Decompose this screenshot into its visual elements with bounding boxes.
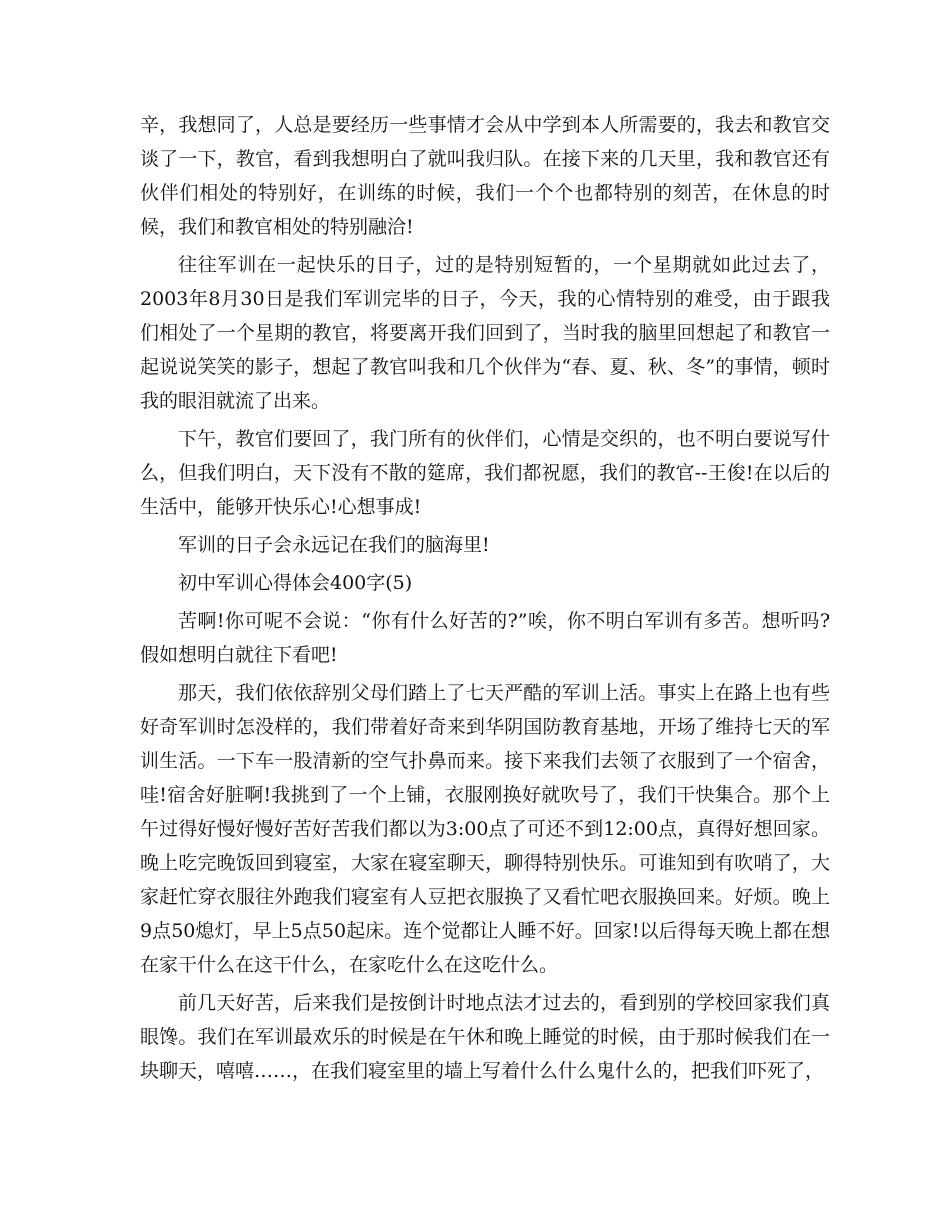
paragraph-7: 前几天好苦，后来我们是按倒计时地点法才过去的，看到别的学校回家我们真眼馋。我们在军训最欢乐的时候是在午休和晚上睡觉的时候，由于那时候我们在一块聊天，嘻嘻……，在我们寝室里的墙上写着什么什么鬼什么的，把我们吓死了， (140, 992, 830, 1082)
section-heading: 初中军训心得体会400字(5) (178, 572, 413, 594)
paragraph-5: 苦啊!你可呢不会说：“你有什么好苦的?”唉，你不明白军训有多苦。想听吗?假如想明白就往下看吧! (140, 610, 830, 666)
paragraph-3: 下午，教官们要回了，我门所有的伙伴们，心情是交织的，也不明白要说写什么，但我们明白，天下没有不散的筵席，我们都祝愿，我们的教官--王俊!在以后的生活中，能够开快乐心!心想事成! (140, 428, 830, 518)
paragraph-1: 辛，我想同了，人总是要经历一些事情才会从中学到本人所需要的，我去和教官交谈了一下，教官，看到我想明白了就叫我归队。在接下来的几天里，我和教官还有伙伴们相处的特别好，在训练的时候，我们一个个也都特别的刻苦，在休息的时候，我们和教官相处的特别融洽! (140, 114, 830, 238)
document-body (140, 108, 830, 1092)
paragraph-6: 那天，我们依依辞别父母们踏上了七天严酷的军训上活。事实上在路上也有些好奇军训时怎没样的，我们带着好奇来到华阴国防教育基地，开场了维持七天的军训生活。一下车一股清新的空气扑鼻而来。接下来我们去领了衣服到了一个宿舍，哇!宿舍好脏啊!我挑到了一个上铺，衣服刚换好就吹号了，我们干快集合。那个上午过得好慢好慢好苦好苦我们都以为3:00点了可还不到12:00点，真得好想回家。晚上吃完晚饭回到寝室，大家在寝室聊天，聊得特别快乐。可谁知到有吹哨了，大家赶忙穿衣服往外跑我们寝室有人豆把衣服换了又看忙吧衣服换回来。好烦。晚上9点50熄灯，早上5点50起床。连个觉都让人睡不好。回家!以后得每天晚上都在想在家干什么在这干什么，在家吃什么在这吃什么。 (140, 682, 830, 976)
paragraph-4: 军训的日子会永远记在我们的脑海里! (178, 534, 490, 556)
paragraph-2: 往往军训在一起快乐的日子，过的是特别短暂的，一个星期就如此过去了，2003年8月30日是我们军训完毕的日子，今天，我的心情特别的难受，由于跟我们相处了一个星期的教官，将要离开我们回到了，当时我的脑里回想起了和教官一起说说笑笑的影子，想起了教官叫我和几个伙伴为“春、夏、秋、冬”的事情，顿时我的眼泪就流了出来。 (140, 254, 830, 412)
